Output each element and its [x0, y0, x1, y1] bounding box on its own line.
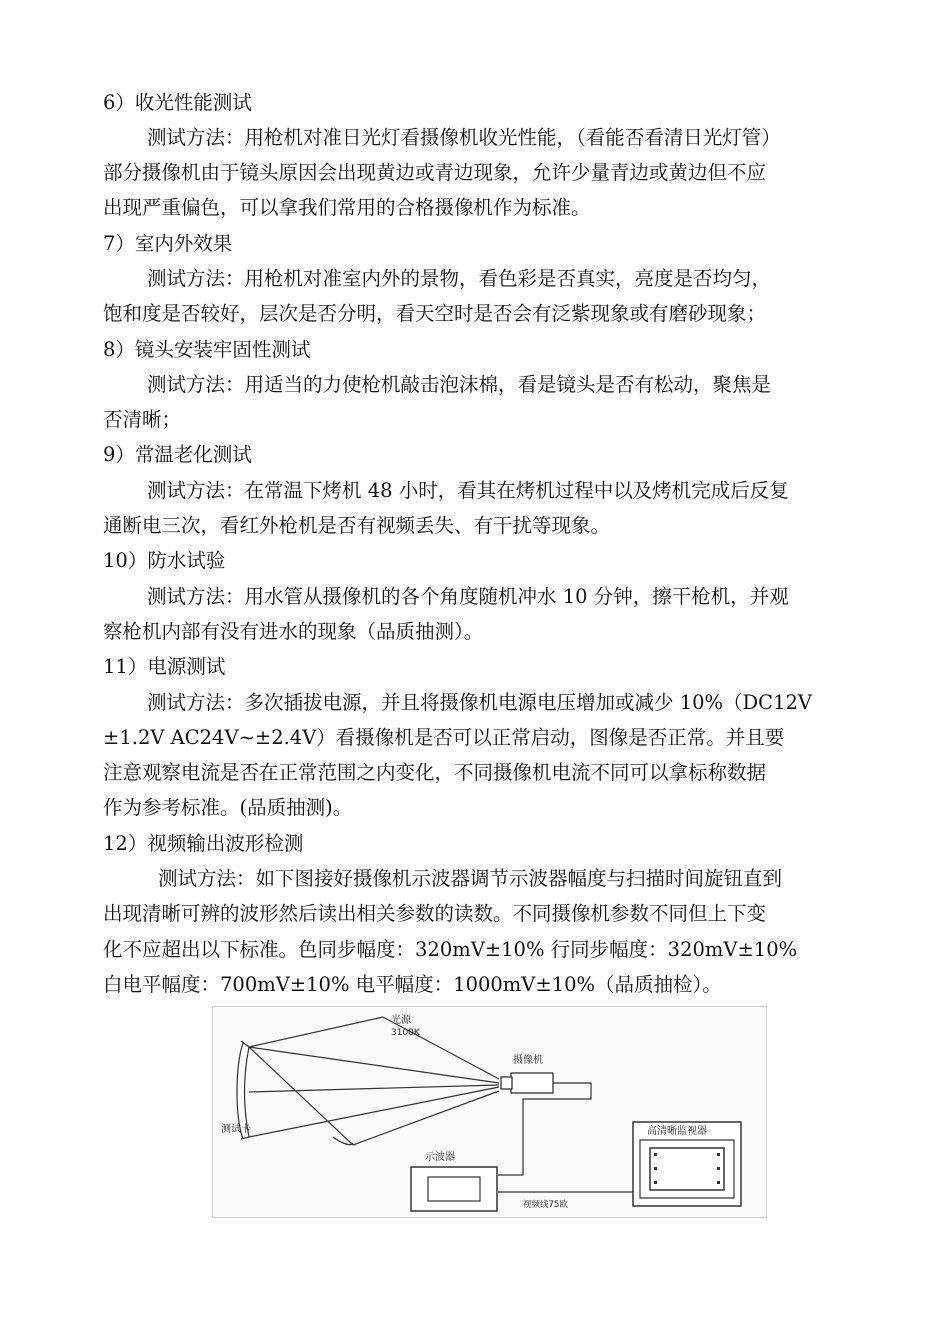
cable-label: 视频线75欧 — [523, 1200, 568, 1210]
paragraph-line: 作为参考标准。(品质抽测)。 — [103, 796, 353, 819]
paragraph-line: ±1.2V AC24V~±2.4V）看摄像机是否可以正常启动，图像是否正常。并且要 — [103, 726, 785, 749]
paragraph-line: 察枪机内部有没有进水的现象（品质抽测）。 — [103, 620, 484, 643]
paragraph-line: 化不应超出以下标准。色同步幅度：320mV±10% 行同步幅度：320mV±10% — [103, 938, 798, 961]
monitor-label: 高清晰监视器 — [647, 1126, 707, 1137]
diagram-canvas — [213, 1007, 766, 1217]
paragraph-line: 出现清晰可辨的波形然后读出相关参数的读数。不同摄像机参数不同但上下变 — [103, 902, 767, 925]
paragraph-line: 白电平幅度：700mV±10% 电平幅度：1000mV±10%（品质抽检）。 — [103, 973, 722, 996]
paragraph-line: 注意观察电流是否在正常范围之内变化，不同摄像机电流不同可以拿标称数据 — [103, 761, 767, 784]
section-heading-11: 11）电源测试 — [103, 655, 226, 678]
paragraph-line: 测试方法：用水管从摄像机的各个角度随机冲水 10 分钟，擦干枪机，并观 — [147, 585, 789, 608]
light-source-reflector — [237, 1017, 499, 1145]
paragraph-line: 测试方法：用适当的力使枪机敲击泡沫棉，看是镜头是否有松动，聚焦是 — [147, 373, 772, 396]
test-card-label: 测试卡 — [221, 1124, 251, 1135]
paragraph-line: 测试方法：用枪机对准室内外的景物，看色彩是否真实，亮度是否均匀， — [147, 267, 772, 290]
paragraph-line: 出现严重偏色，可以拿我们常用的合格摄像机作为标准。 — [103, 196, 591, 219]
paragraph-line: 测试方法：多次插拔电源，并且将摄像机电源电压增加或减少 10%（DC12V — [147, 691, 812, 714]
paragraph-line: 通断电三次，看红外枪机是否有视频丢失、有干扰等现象。 — [103, 514, 611, 537]
oscilloscope-label: 示波器 — [425, 1152, 455, 1163]
paragraph-line: 否清晰； — [103, 408, 182, 431]
video-cable — [498, 1083, 633, 1192]
paragraph-line: 测试方法：在常温下烤机 48 小时，看其在烤机过程中以及烤机完成后反复 — [147, 479, 789, 502]
oscilloscope-icon — [411, 1167, 497, 1211]
section-heading-7: 7）室内外效果 — [103, 232, 233, 255]
section-heading-6: 6）收光性能测试 — [103, 91, 252, 114]
paragraph-line: 部分摄像机由于镜头原因会出现黄边或青边现象，允许少量青边或黄边但不应 — [103, 161, 767, 184]
paragraph-line: 测试方法：用枪机对准日光灯看摄像机收光性能，（看能否看清日光灯管） — [147, 126, 781, 149]
light-source-label: 光源 — [391, 1015, 411, 1026]
section-heading-9: 9）常温老化测试 — [103, 443, 252, 466]
section-heading-10: 10）防水试验 — [103, 549, 226, 572]
section-heading-8: 8）镜头安装牢固性测试 — [103, 338, 311, 361]
section-heading-12: 12）视频输出波形检测 — [103, 832, 304, 855]
paragraph-line: 饱和度是否较好，层次是否分明，看天空时是否会有泛紫现象或有磨砂现象； — [103, 302, 767, 325]
camera-label: 摄像机 — [513, 1055, 543, 1066]
test-setup-diagram — [212, 1006, 767, 1218]
camera-icon — [501, 1073, 553, 1093]
paragraph-line: 测试方法：如下图接好摄像机示波器调节示波器幅度与扫描时间旋钮直到 — [158, 867, 783, 890]
color-temp-label: 3100K — [391, 1028, 420, 1038]
